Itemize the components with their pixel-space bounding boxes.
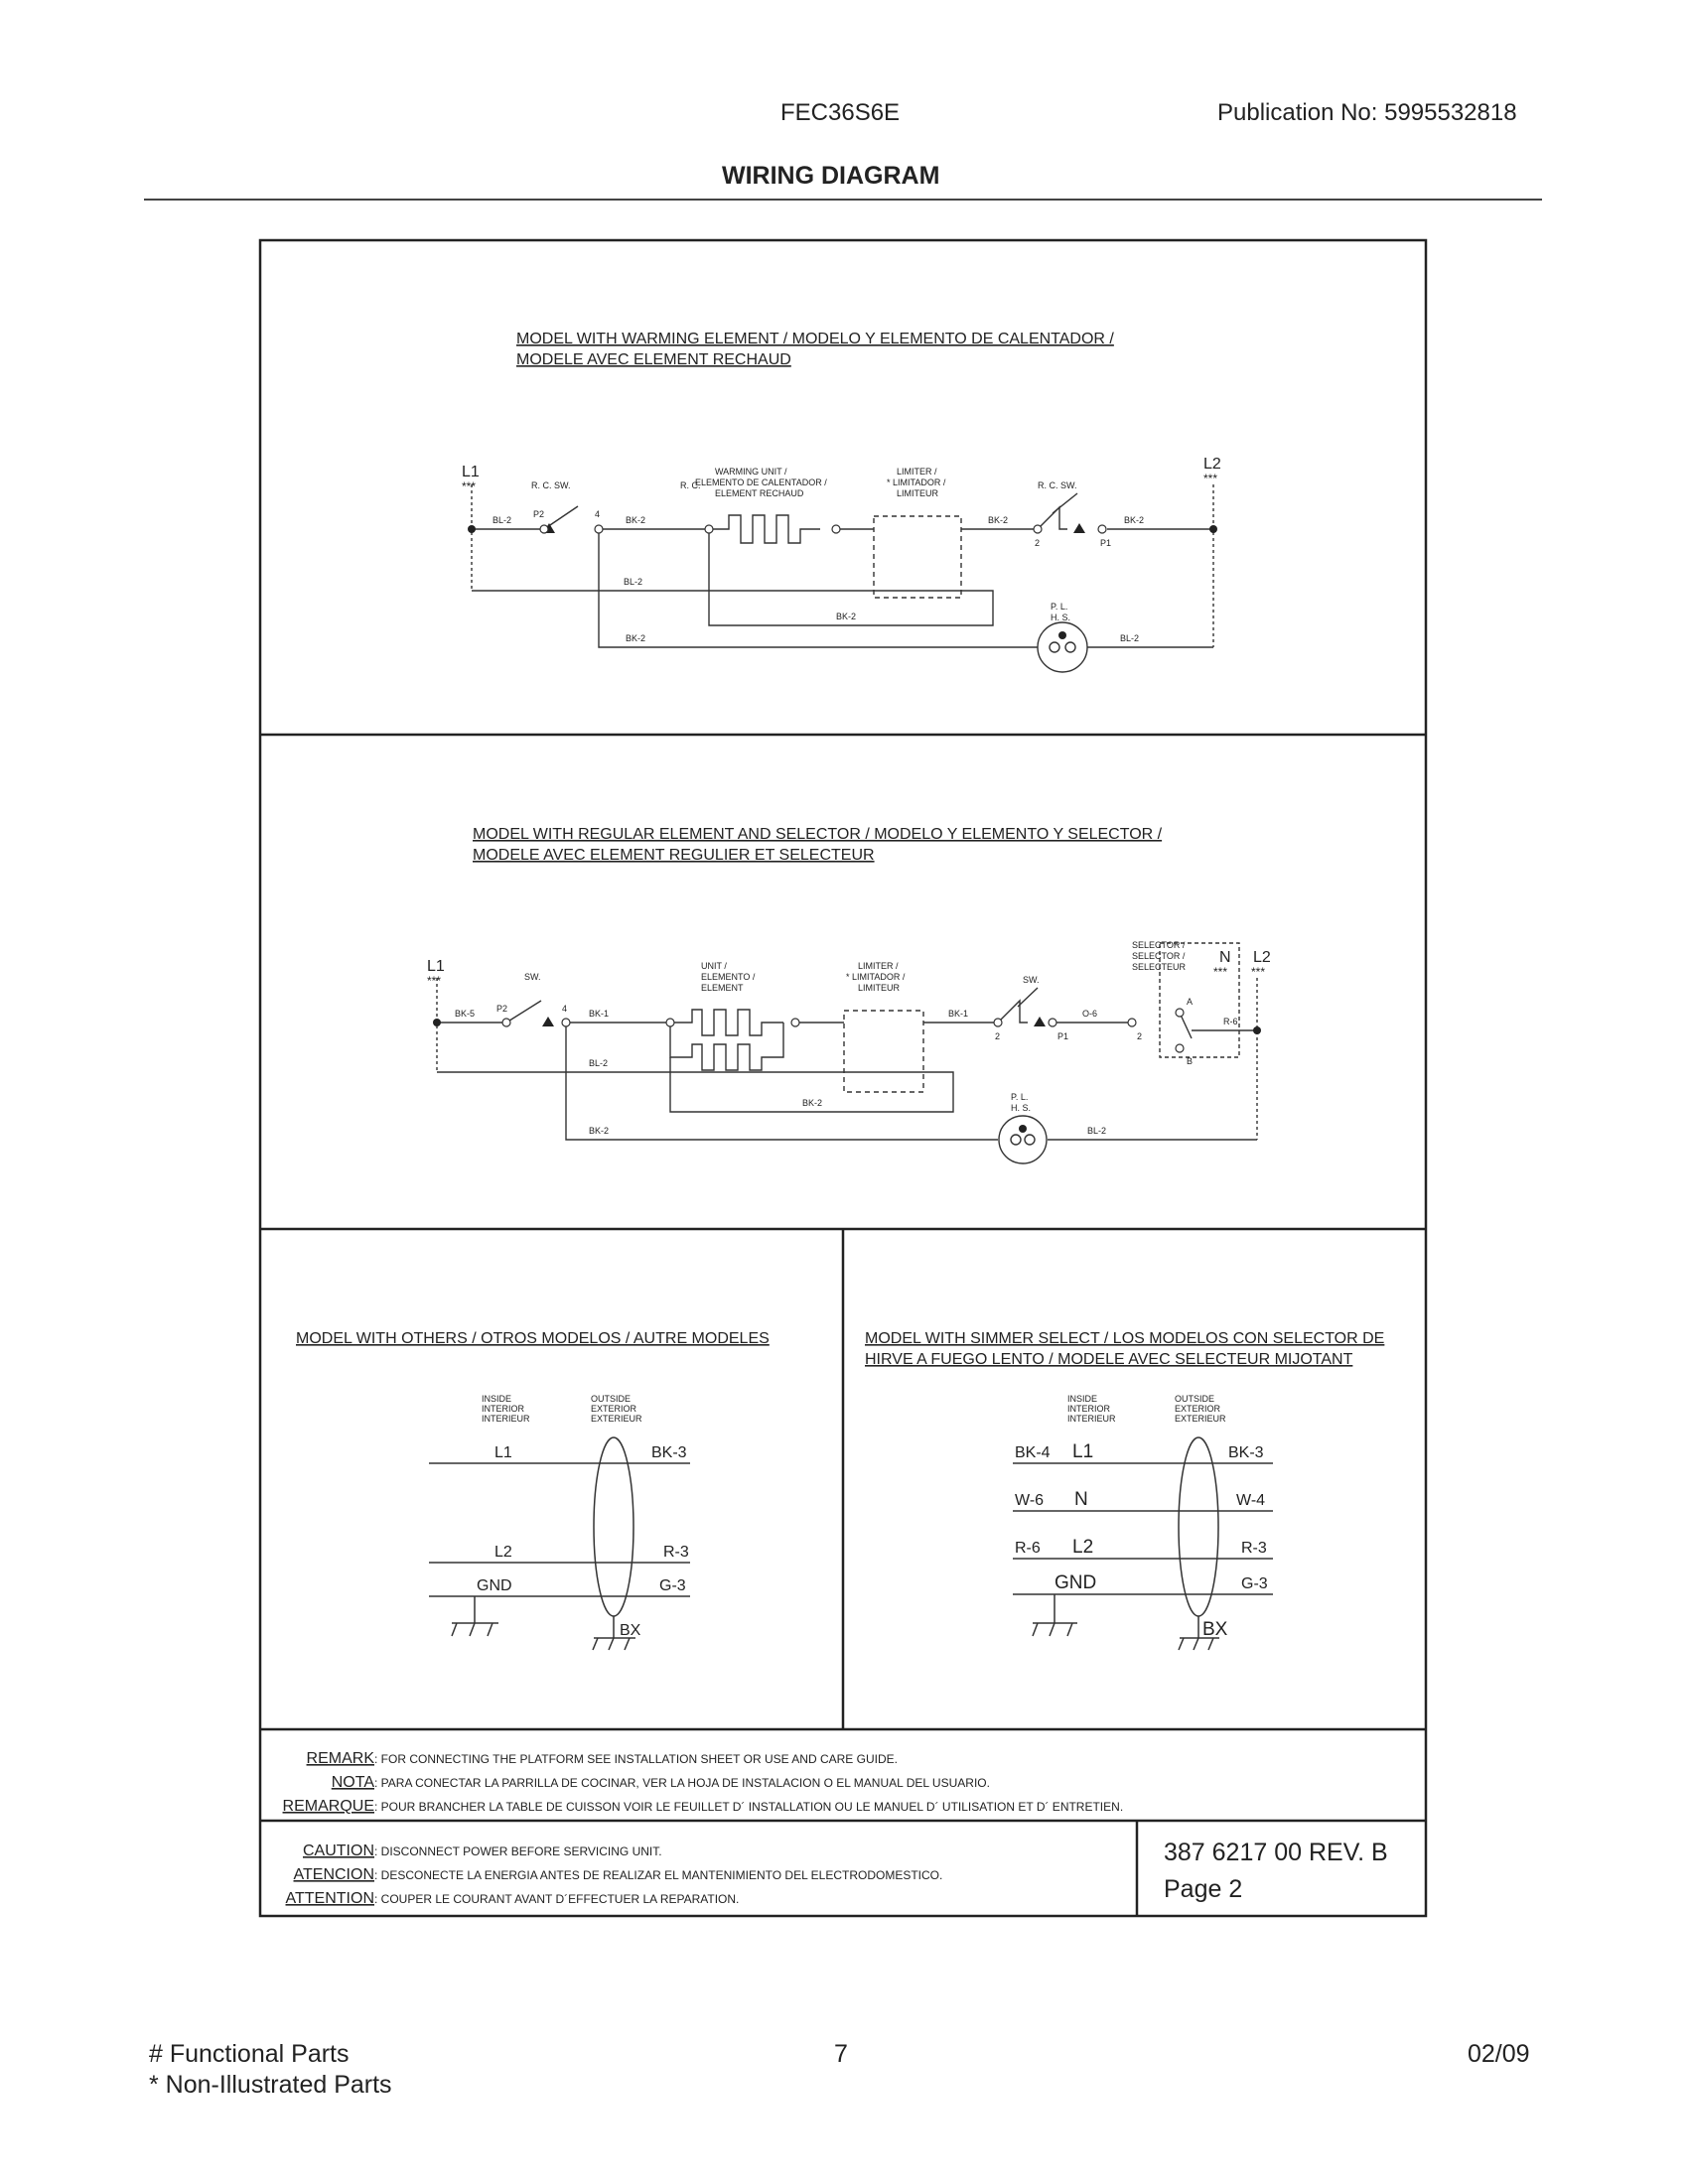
p4-gnd: GND bbox=[1055, 1572, 1097, 1593]
p4-inside-1: INSIDE bbox=[1067, 1394, 1098, 1404]
p2-p1: P1 bbox=[1057, 1031, 1069, 1041]
p2-bl2-b: BL-2 bbox=[1087, 1126, 1107, 1136]
panel1-title-1: MODEL WITH WARMING ELEMENT / MODELO Y ELEMENTO DE CALENTADOR / bbox=[516, 331, 1114, 347]
panel-warming-element bbox=[462, 331, 1221, 672]
p1-bk2-e: BK-2 bbox=[626, 633, 646, 643]
p2-bk1-b: BK-1 bbox=[948, 1009, 969, 1019]
p3-bk3: BK-3 bbox=[651, 1444, 687, 1461]
remarks-block bbox=[283, 1750, 1124, 1815]
publication-number: Publication No: 5995532818 bbox=[1217, 99, 1517, 126]
p1-bl2-c: BL-2 bbox=[1120, 633, 1140, 643]
panel2-title-1: MODEL WITH REGULAR ELEMENT AND SELECTOR / MODELO Y ELEMENTO Y SELECTOR / bbox=[473, 826, 1163, 843]
non-illustrated-note: * Non-Illustrated Parts bbox=[149, 2071, 392, 2099]
atencion-label: ATENCION bbox=[293, 1866, 374, 1883]
p2-selector-1: SELECTOR / bbox=[1132, 940, 1186, 950]
panel-other-models bbox=[296, 1330, 770, 1650]
p2-n2-right: 2 bbox=[1137, 1031, 1143, 1041]
p2-unit-1: UNIT / bbox=[701, 961, 727, 971]
p1-limiter-2: * LIMITADOR / bbox=[887, 478, 946, 487]
p3-bx: BX bbox=[620, 1622, 641, 1639]
p4-w6: W-6 bbox=[1015, 1492, 1045, 1509]
diagram-page: Page 2 bbox=[1164, 1875, 1243, 1903]
p2-unit-2: ELEMENTO / bbox=[701, 972, 756, 982]
p1-limiter-3: LIMITEUR bbox=[897, 488, 939, 498]
p3-inside-2: INTERIOR bbox=[482, 1404, 525, 1414]
caution-label: CAUTION bbox=[303, 1843, 374, 1859]
p2-sw-left: SW. bbox=[524, 972, 541, 982]
p1-p2: P2 bbox=[533, 509, 545, 519]
diagram-frame bbox=[260, 240, 1426, 1916]
p3-r3: R-3 bbox=[663, 1544, 689, 1561]
p4-inside-2: INTERIOR bbox=[1067, 1404, 1111, 1414]
p3-outside-3: EXTERIEUR bbox=[591, 1414, 642, 1424]
p2-n-stars: *** bbox=[1213, 965, 1228, 979]
p2-sw-right: SW. bbox=[1023, 975, 1040, 985]
p2-a: A bbox=[1187, 997, 1194, 1007]
p1-l2: L2 bbox=[1203, 456, 1221, 473]
remark-label: REMARK bbox=[306, 1750, 374, 1767]
p1-warming-2: ELEMENTO DE CALENTADOR / bbox=[695, 478, 827, 487]
p2-p2: P2 bbox=[496, 1004, 508, 1014]
p2-bk2-b: BK-2 bbox=[589, 1126, 610, 1136]
document-number: 387 6217 00 REV. B bbox=[1164, 1839, 1388, 1866]
p1-bk2-c: BK-2 bbox=[1124, 515, 1145, 525]
p3-g3: G-3 bbox=[659, 1577, 686, 1594]
panel-simmer-select bbox=[865, 1330, 1384, 1650]
p4-n: N bbox=[1074, 1489, 1088, 1510]
caution-text: : DISCONNECT POWER BEFORE SERVICING UNIT. bbox=[374, 1844, 662, 1858]
revision-date: 02/09 bbox=[1468, 2040, 1530, 2068]
caution-block bbox=[286, 1839, 1388, 1907]
p4-outside-1: OUTSIDE bbox=[1175, 1394, 1215, 1404]
p4-bk4: BK-4 bbox=[1015, 1444, 1051, 1461]
p2-bk1-a: BK-1 bbox=[589, 1009, 610, 1019]
p4-bk3: BK-3 bbox=[1228, 1444, 1264, 1461]
p4-outside-3: EXTERIEUR bbox=[1175, 1414, 1226, 1424]
remarque-label: REMARQUE bbox=[282, 1798, 374, 1815]
p1-l1: L1 bbox=[462, 464, 480, 480]
model-number: FEC36S6E bbox=[780, 99, 901, 126]
panel4-title-2: HIRVE A FUEGO LENTO / MODELE AVEC SELECTEUR MIJOTANT bbox=[865, 1351, 1353, 1368]
p1-pl: P. L. bbox=[1051, 602, 1068, 612]
p2-n4: 4 bbox=[562, 1004, 568, 1014]
p4-r3: R-3 bbox=[1241, 1540, 1267, 1557]
p4-l1: L1 bbox=[1072, 1441, 1094, 1462]
p2-limiter-1: LIMITER / bbox=[858, 961, 899, 971]
p1-rcsw-left: R. C. SW. bbox=[531, 480, 571, 490]
p4-bx: BX bbox=[1202, 1619, 1228, 1640]
p1-l1-stars: *** bbox=[462, 479, 477, 493]
p2-l1: L1 bbox=[427, 958, 445, 975]
p1-l2-stars: *** bbox=[1203, 472, 1218, 485]
p4-inside-3: INTERIEUR bbox=[1067, 1414, 1116, 1424]
p4-r6: R-6 bbox=[1015, 1540, 1041, 1557]
remark-text: : FOR CONNECTING THE PLATFORM SEE INSTALLATION SHEET OR USE AND CARE GUIDE. bbox=[374, 1752, 898, 1766]
p1-rcsw-right: R. C. SW. bbox=[1038, 480, 1077, 490]
p2-bk2-a: BK-2 bbox=[802, 1098, 823, 1108]
p3-l2: L2 bbox=[494, 1544, 512, 1561]
p4-w4: W-4 bbox=[1236, 1492, 1266, 1509]
p1-n2: 2 bbox=[1035, 538, 1041, 548]
p3-gnd: GND bbox=[477, 1577, 512, 1594]
nota-label: NOTA bbox=[331, 1774, 374, 1791]
p2-limiter-3: LIMITEUR bbox=[858, 983, 901, 993]
p2-hs: H. S. bbox=[1011, 1103, 1032, 1113]
atencion-text: : DESCONECTE LA ENERGIA ANTES DE REALIZAR EL MANTENIMIENTO DEL ELECTRODOMESTICO. bbox=[374, 1868, 943, 1882]
p2-selector-3: SELECTEUR bbox=[1132, 962, 1187, 972]
p3-outside-2: EXTERIOR bbox=[591, 1404, 637, 1414]
page-title: WIRING DIAGRAM bbox=[722, 162, 940, 190]
p1-warming-3: ELEMENT RECHAUD bbox=[715, 488, 804, 498]
p1-bl2-b: BL-2 bbox=[624, 577, 643, 587]
p2-unit-3: ELEMENT bbox=[701, 983, 744, 993]
p2-bk5: BK-5 bbox=[455, 1009, 476, 1019]
panel4-title-1: MODEL WITH SIMMER SELECT / LOS MODELOS CON SELECTOR DE bbox=[865, 1330, 1385, 1347]
p2-bl2-a: BL-2 bbox=[589, 1058, 609, 1068]
p1-warming-1: WARMING UNIT / bbox=[715, 467, 787, 477]
p1-bl2-a: BL-2 bbox=[492, 515, 512, 525]
p1-bk2-d: BK-2 bbox=[836, 612, 857, 621]
p4-outside-2: EXTERIOR bbox=[1175, 1404, 1221, 1414]
p2-l2-stars: *** bbox=[1251, 965, 1266, 979]
p1-bk2-b: BK-2 bbox=[988, 515, 1009, 525]
p4-g3: G-3 bbox=[1241, 1575, 1268, 1592]
p2-l2: L2 bbox=[1253, 949, 1271, 966]
panel-regular-element-selector bbox=[427, 826, 1271, 1163]
p3-inside-1: INSIDE bbox=[482, 1394, 512, 1404]
p1-hs: H. S. bbox=[1051, 613, 1071, 622]
p4-l2: L2 bbox=[1072, 1537, 1094, 1558]
p3-outside-1: OUTSIDE bbox=[591, 1394, 632, 1404]
functional-parts-note: # Functional Parts bbox=[149, 2040, 350, 2068]
p2-r6: R-6 bbox=[1223, 1017, 1238, 1026]
p1-n4: 4 bbox=[595, 509, 601, 519]
p3-l1: L1 bbox=[494, 1444, 512, 1461]
p2-n2-left: 2 bbox=[995, 1031, 1001, 1041]
p2-l1-stars: *** bbox=[427, 974, 442, 988]
p2-b: B bbox=[1187, 1056, 1194, 1066]
attention-label: ATTENTION bbox=[285, 1890, 374, 1907]
panel3-title: MODEL WITH OTHERS / OTROS MODELOS / AUTRE MODELES bbox=[296, 1330, 770, 1347]
page-number: 7 bbox=[834, 2040, 848, 2068]
panel1-title-2: MODELE AVEC ELEMENT RECHAUD bbox=[516, 351, 791, 368]
p1-bk2-a: BK-2 bbox=[626, 515, 646, 525]
remarque-text: : POUR BRANCHER LA TABLE DE CUISSON VOIR LE FEUILLET D´ INSTALLATION OU LE MANUEL D´ UTILISATION ET D´ ENTRETIEN. bbox=[374, 1800, 1124, 1814]
p2-limiter-2: * LIMITADOR / bbox=[846, 972, 906, 982]
nota-text: : PARA CONECTAR LA PARRILLA DE COCINAR, VER LA HOJA DE INSTALACION O EL MANUAL DEL USUARIO. bbox=[374, 1776, 990, 1790]
p1-rc: R. C. bbox=[680, 480, 701, 490]
p1-p1: P1 bbox=[1100, 538, 1112, 548]
p3-inside-3: INTERIEUR bbox=[482, 1414, 530, 1424]
p1-limiter-1: LIMITER / bbox=[897, 467, 937, 477]
p2-n: N bbox=[1219, 949, 1231, 966]
attention-text: : COUPER LE COURANT AVANT D´EFFECTUER LA REPARATION. bbox=[374, 1892, 740, 1906]
panel2-title-2: MODELE AVEC ELEMENT REGULIER ET SELECTEUR bbox=[473, 847, 875, 864]
p2-o6: O-6 bbox=[1082, 1009, 1098, 1019]
p2-pl: P. L. bbox=[1011, 1092, 1029, 1102]
p2-selector-2: SELECTOR / bbox=[1132, 951, 1186, 961]
